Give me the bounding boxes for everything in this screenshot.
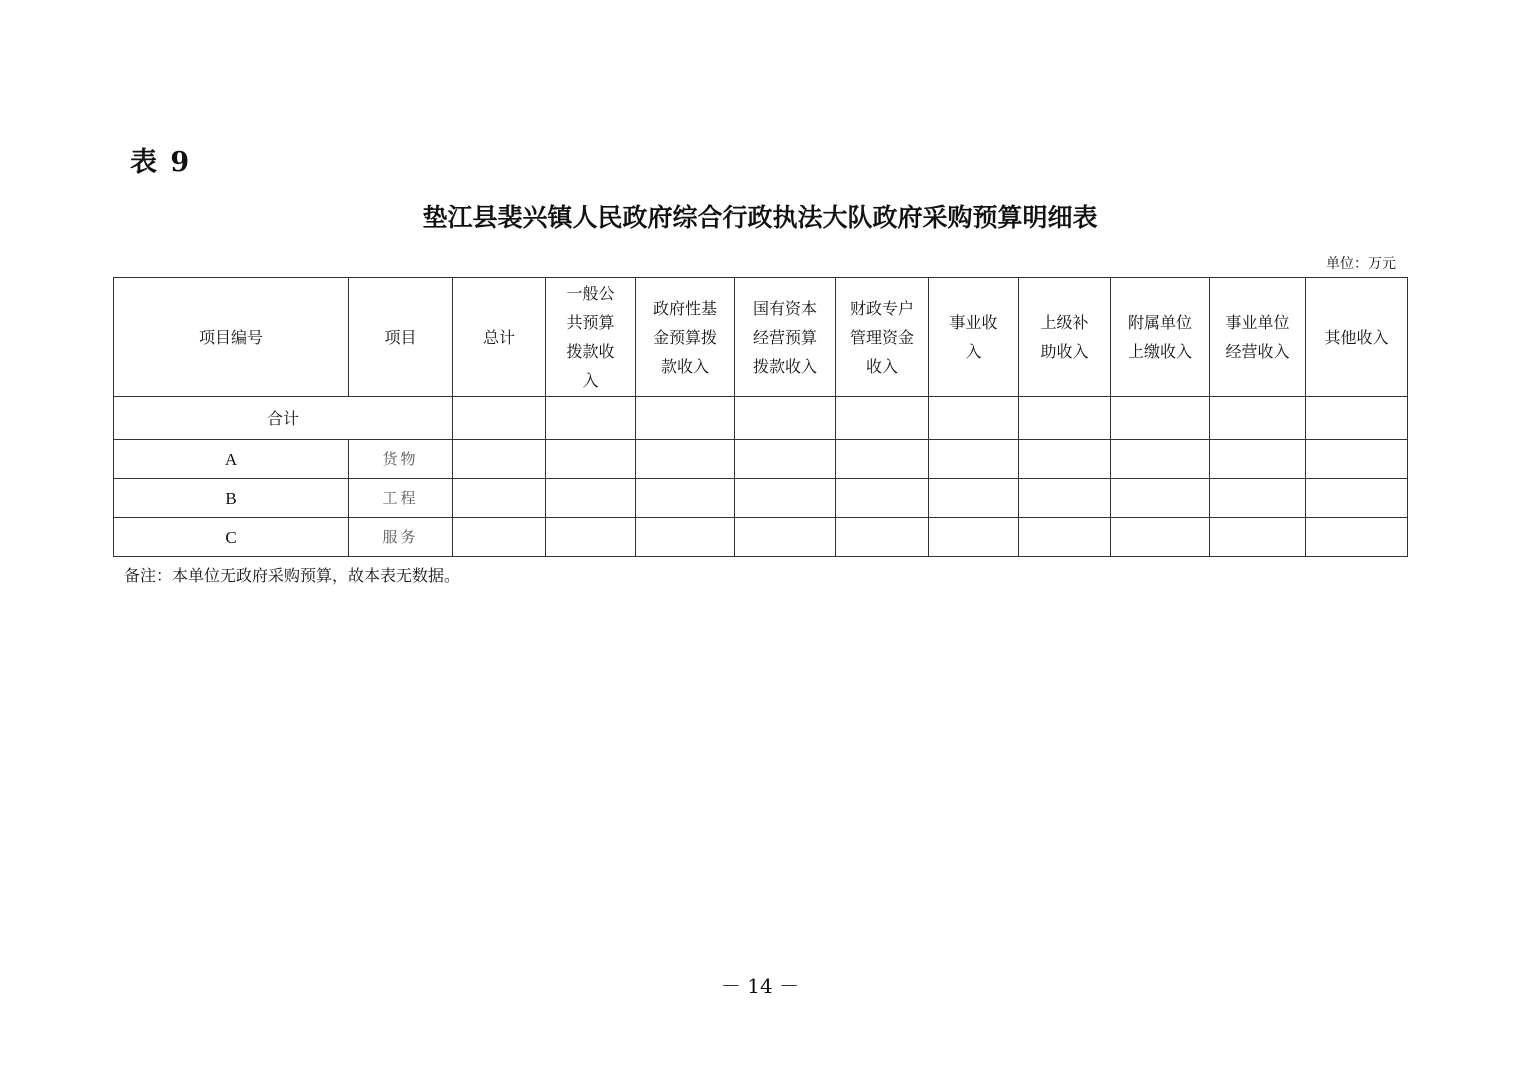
column-header-general-budget: 一般公 共预算 拨款收 入	[546, 278, 636, 397]
table-cell	[1111, 440, 1210, 479]
table-cell	[1111, 518, 1210, 557]
table-cell	[453, 518, 546, 557]
table-cell	[1111, 479, 1210, 518]
page-number: － 14 －	[720, 974, 800, 998]
table-cell	[735, 440, 836, 479]
table-row	[114, 440, 1408, 479]
column-header-operating-income: 事业单位 经营收入	[1210, 278, 1306, 397]
column-header-total: 总计	[453, 278, 546, 397]
table-cell	[929, 479, 1019, 518]
table-cell	[1210, 518, 1306, 557]
column-header-subordinate-turnover: 附属单位 上缴收入	[1111, 278, 1210, 397]
column-header-state-capital: 国有资本 经营预算 拨款收入	[735, 278, 836, 397]
table-cell	[636, 518, 735, 557]
table-cell	[735, 397, 836, 440]
row-code: B	[114, 479, 349, 518]
table-cell	[836, 397, 929, 440]
table-cell	[1210, 479, 1306, 518]
unit-note: 单位：万元	[1326, 256, 1396, 272]
row-code: A	[114, 440, 349, 479]
table-cell	[735, 518, 836, 557]
table-cell	[453, 479, 546, 518]
remark-note: 备注：本单位无政府采购预算，故本表无数据。	[124, 566, 461, 585]
table-cell	[546, 479, 636, 518]
table-cell	[929, 440, 1019, 479]
table-cell	[1210, 397, 1306, 440]
column-header-other-income: 其他收入	[1306, 278, 1408, 397]
table-cell	[1306, 397, 1408, 440]
table-cell	[1019, 397, 1111, 440]
table-cell	[1306, 479, 1408, 518]
table-row	[114, 479, 1408, 518]
table-cell	[836, 440, 929, 479]
column-header-business-income: 事业收 入	[929, 278, 1019, 397]
procurement-budget-table	[113, 277, 1408, 557]
column-header-code: 项目编号	[114, 278, 349, 397]
table-cell	[453, 397, 546, 440]
table-cell	[636, 479, 735, 518]
table-cell	[1210, 440, 1306, 479]
table-cell	[1306, 518, 1408, 557]
table-row	[114, 518, 1408, 557]
table-cell	[836, 518, 929, 557]
column-header-name: 项目	[349, 278, 453, 397]
column-header-fund-budget: 政府性基 金预算拨 款收入	[636, 278, 735, 397]
row-name: 货物	[349, 440, 453, 479]
table-cell	[929, 397, 1019, 440]
row-name: 工程	[349, 479, 453, 518]
table-number-label: 表 9	[130, 147, 192, 178]
total-label: 合计	[114, 397, 453, 440]
document-title: 垫江县裴兴镇人民政府综合行政执法大队政府采购预算明细表	[422, 203, 1098, 232]
table-cell	[929, 518, 1019, 557]
table-cell	[546, 518, 636, 557]
table-header-row	[114, 278, 1408, 397]
table-cell	[735, 479, 836, 518]
table-cell	[1019, 479, 1111, 518]
column-header-special-account: 财政专户 管理资金 收入	[836, 278, 929, 397]
row-code: C	[114, 518, 349, 557]
table-cell	[1019, 440, 1111, 479]
table-cell	[546, 440, 636, 479]
table-cell	[546, 397, 636, 440]
table-cell	[1019, 518, 1111, 557]
table-cell	[836, 479, 929, 518]
table-cell	[1111, 397, 1210, 440]
column-header-superior-subsidy: 上级补 助收入	[1019, 278, 1111, 397]
total-row	[114, 397, 1408, 440]
table-cell	[636, 397, 735, 440]
row-name: 服务	[349, 518, 453, 557]
table-cell	[636, 440, 735, 479]
table-cell	[453, 440, 546, 479]
table-cell	[1306, 440, 1408, 479]
